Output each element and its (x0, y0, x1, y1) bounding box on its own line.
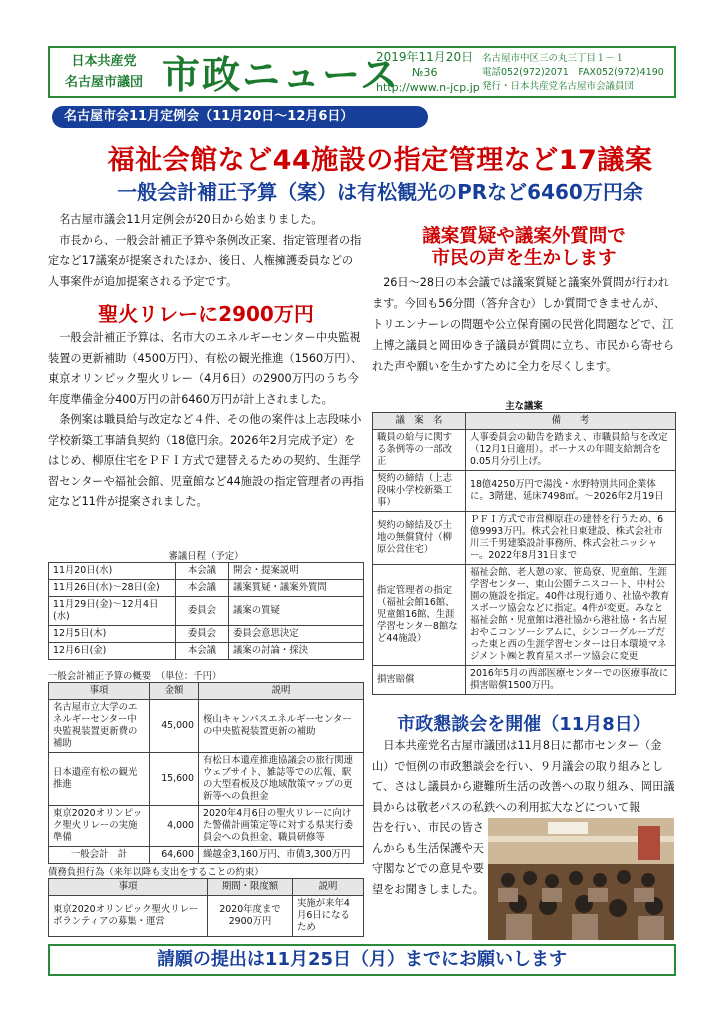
session-banner: 名古屋市会11月定例会（11月20日～12月6日） (52, 106, 428, 128)
schedule-content: 開会・提案説明 (229, 563, 364, 580)
bill-note: 福祉会館、老人憩の家、笹島寮、児童館、生涯学習センター、東山公園テニスコート、中村公園の施設を指定。40件は現行通り、社協や教育スポーツ協会などに指定。4件が変更。みなと福祉会館・児童館は港社協から港社協・名古屋おやこコンソーシアムに、シンコーグループだった東と西の生涯学習センターは日本環境マネジメント㈱と教育星スポーツ協会に変更 (466, 565, 676, 666)
council-text-narrow: 告を行い、市民の皆さんからも生活保護や天守閣などでの意見や要望をお聞きしました。 (372, 821, 484, 896)
phone-fax: 電話052(972)2071 FAX052(972)4190 (482, 67, 664, 78)
schedule-meeting: 本会議 (176, 563, 229, 580)
budget-item: 名古屋市立大学のエネルギーセンター中央監視装置更新費の補助 (49, 700, 150, 753)
council-text-narrow-block (372, 818, 484, 900)
contact-info (482, 52, 674, 94)
schedule-meeting: 本会議 (176, 643, 229, 660)
website-url: http://www.n-jcp.jp (376, 81, 480, 94)
main-bills-table (372, 412, 676, 695)
party-name (54, 51, 154, 93)
budget-item: 東京2020オリンピック聖火リレーの実施準備 (49, 806, 150, 847)
budget-total-desc: 繰越金3,160万円、市債3,300万円 (199, 847, 364, 864)
debt-header-period: 期間・限度額 (208, 879, 293, 896)
questions-heading (372, 226, 676, 270)
schedule-date: 11月29日(金)～12月4日(水) (49, 597, 176, 626)
schedule-row (49, 643, 364, 660)
budget-total-amount: 64,600 (150, 847, 199, 864)
budget-header-item: 事項 (49, 683, 150, 700)
torch-section (48, 328, 364, 513)
schedule-content: 議案質疑・議案外質問 (229, 580, 364, 597)
intro-paragraph-2: 市長から、一般会計補正予算や条例改正案、指定管理者の指定など17議案が提案されたほか、後日、人権擁護委員などの人事案件が追加提案される予定です。 (48, 233, 362, 288)
schedule-meeting: 委員会 (176, 597, 229, 626)
torch-paragraph-2: 条例案は職員給与改定など４件、その他の案件は上志段味小学校新築工事請負契約（18億円余。2026年2月完成予定）をはじめ、柳原住宅をＰＦＩ方式で建替えるための契約、生涯学習センターや福祉会館、児童館など44施設の指定管理者の再指定など11件が提案されました。 (48, 413, 364, 508)
issue-info (376, 50, 494, 95)
bill-note: 2016年5月の西部医療センターでの医療事故に損害賠償1500万円。 (466, 666, 676, 695)
budget-desc: 有松日本遺産推進協議会の旅行関連ウェブサイト、雑誌等での広報、駅の大型看板及び地域散策マップの更新等への負担金 (199, 753, 364, 806)
schedule-content: 議案の討論・採決 (229, 643, 364, 660)
address: 名古屋市中区三の丸三丁目１－１ (482, 53, 625, 64)
meeting-photo-image (488, 818, 674, 940)
main-bills-title: 主な議案 (505, 401, 543, 412)
council-text-wide-block (372, 736, 676, 818)
issue-number: №36 (412, 66, 438, 79)
questions-heading-line-2: 市民の声を生かします (431, 248, 617, 269)
budget-row (49, 753, 364, 806)
bills-header-note: 備 考 (466, 413, 676, 430)
bill-row (373, 565, 676, 666)
party-line-2: 名古屋市議団 (64, 75, 143, 90)
bill-name: 指定管理者の指定（福祉会館16館、児童館16館、生涯学習センター8館など44施設） (373, 565, 466, 666)
budget-header-amount: 金額 (150, 683, 199, 700)
budget-total-row (49, 847, 364, 864)
council-text-wide: 日本共産党名古屋市議団は11月8日に都市センター（金山）で恒例の市政懇談会を行い、９月議会の取り組みとして、さはし議員から避難所生活の改善への取り組み、岡田議員からは敬老パスの私鉄への利用拡大などについて報 (372, 739, 675, 814)
party-line-1: 日本共産党 (71, 54, 137, 69)
budget-title: 一般会計補正予算の概要 （単位：千円） (48, 671, 222, 682)
bills-header-name: 議 案 名 (373, 413, 466, 430)
bill-name: 契約の締結（上志段味小学校新築工事） (373, 471, 466, 512)
schedule-date: 11月20日(水) (49, 563, 176, 580)
budget-total-label: 一般会計 計 (49, 847, 150, 864)
schedule-meeting: 委員会 (176, 626, 229, 643)
schedule-content: 委員会意思決定 (229, 626, 364, 643)
budget-header-desc: 説明 (199, 683, 364, 700)
schedule-date: 12月5日(木) (49, 626, 176, 643)
council-heading: 市政懇談会を開催（11月8日） (397, 714, 651, 735)
debt-item: 東京2020オリンピック聖火リレーボランティアの募集・運営 (49, 896, 208, 937)
debt-header-desc: 説明 (293, 879, 364, 896)
council-meeting-photo (488, 818, 674, 940)
schedule-content: 議案の質疑 (229, 597, 364, 626)
budget-desc: 2020年4月6日の聖火リレーに向けた警備計画策定等に対する県実行委員会への負担金、職員研修等 (199, 806, 364, 847)
questions-section (372, 272, 676, 377)
schedule-row (49, 597, 364, 626)
debt-desc: 実施が来年4月6日になるため (293, 896, 364, 937)
newsletter-title: 市政ニュース (162, 53, 401, 97)
budget-desc: 桜山キャンパスエネルギーセンターの中央監視装置更新の補助 (199, 700, 364, 753)
schedule-row (49, 563, 364, 580)
bill-row (373, 471, 676, 512)
bill-note: 18億4250万円で湯浅・水野特別共同企業体に。3階建、延床7498㎡。～2026年2月19日 (466, 471, 676, 512)
masthead (48, 46, 676, 98)
schedule-meeting: 本会議 (176, 580, 229, 597)
intro-paragraph-1: 名古屋市議会11月定例会が20日から始まりました。 (59, 213, 323, 226)
sub-headline: 一般会計補正予算（案）は有松観光のPRなど6460万円余 (117, 180, 643, 204)
publisher: 発行・日本共産党名古屋市会議員団 (482, 81, 635, 92)
budget-amount: 15,600 (150, 753, 199, 806)
debt-header-item: 事項 (49, 879, 208, 896)
bill-name: 損害賠償 (373, 666, 466, 695)
torch-paragraph-1: 一般会計補正予算は、名市大のエネルギーセンター中央監視装置の更新補助（4500万円）、有松の観光推進（1560万円）、東京オリンピック聖火リレー（4月6日）の2900万円のうち今年度準備金分400万円の計6460万円が計上されました。 (48, 331, 363, 406)
budget-row (49, 700, 364, 753)
schedule-date: 12月6日(金) (49, 643, 176, 660)
questions-text: 26日～28日の本会議では議案質疑と議案外質問が行われます。今回も56分間（答弁含む）しか質問できませんが、トリエンナーレの問題や公立保育園の民営化問題などで、江上博之議員と岡田ゆき子議員が質問に立ち、市民から寄せられた声や願いを生かすために全力を尽くします。 (372, 276, 675, 373)
schedule-table (48, 562, 364, 660)
bill-name: 職員の給与に関する条例等の一部改正 (373, 430, 466, 471)
budget-table (48, 682, 364, 864)
bill-name: 契約の締結及び土地の無償貸付（柳原公営住宅） (373, 512, 466, 565)
schedule-row (49, 626, 364, 643)
budget-amount: 4,000 (150, 806, 199, 847)
schedule-row (49, 580, 364, 597)
bill-note: ＰＦＩ方式で市営柳原荘の建替を行うため、6億9993万円。株式会社日東建設、株式会社市川三千男建築設計事務所、株式会社ニッシャー。2022年8月31日まで (466, 512, 676, 565)
intro-section (48, 210, 364, 292)
debt-table (48, 878, 364, 937)
schedule-title: 審議日程（予定） (168, 551, 244, 562)
budget-item: 日本遺産有松の観光推進 (49, 753, 150, 806)
main-headline: 福祉会館など44施設の指定管理など17議案 (107, 145, 653, 176)
torch-heading: 聖火リレーに2900万円 (98, 302, 314, 326)
bill-row (373, 666, 676, 695)
schedule-date: 11月26日(水)～28日(金) (49, 580, 176, 597)
bill-row (373, 430, 676, 471)
debt-period: 2020年度まで2900万円 (208, 896, 293, 937)
debt-row (49, 896, 364, 937)
budget-amount: 45,000 (150, 700, 199, 753)
petition-notice: 請願の提出は11月25日（月）までにお願いします (48, 944, 676, 976)
bill-note: 人事委員会の勧告を踏まえ、市職員給与を改定（12月1日適用）。ボーナスの年間支給割合を0.05月分引上げ。 (466, 430, 676, 471)
questions-heading-line-1: 議案質疑や議案外質問で (422, 226, 626, 247)
debt-title: 債務負担行為（来年以降も支出をすることの約束） (48, 867, 264, 878)
issue-date: 2019年11月20日 (376, 50, 474, 64)
budget-row (49, 806, 364, 847)
bill-row (373, 512, 676, 565)
